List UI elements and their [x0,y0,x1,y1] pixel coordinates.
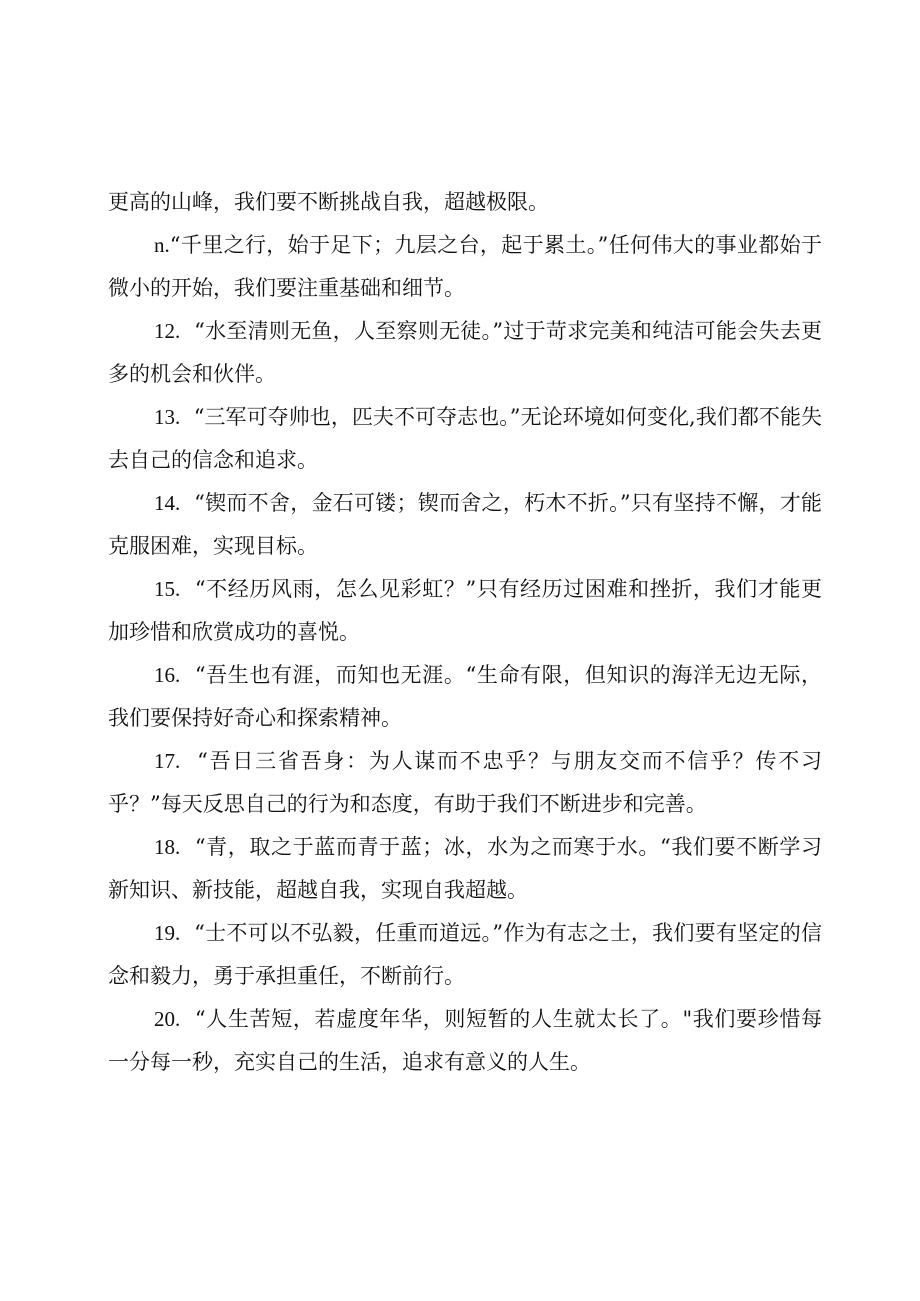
paragraph-18 [108,826,822,912]
paragraph-19 [108,912,822,998]
paragraph-number: 17. [154,749,181,773]
paragraph-number: 15. [154,577,181,601]
paragraph-text: “不经历风雨，怎么见彩虹？”只有经历过困难和挫折，我们才能更加珍惜和欣赏成功的喜悦。 [108,577,822,644]
paragraph-continuation [108,181,822,224]
paragraph-text: “吾生也有涯，而知也无涯。“生命有限，但知识的海洋无边无际，我们要保持好奇心和探索精神。 [108,663,822,730]
paragraph-text: “青，取之于蓝而青于蓝；冰，水为之而寒于水。“我们要不断学习新知识、新技能，超越自我，实现自我超越。 [108,835,822,902]
paragraph-14 [108,482,822,568]
paragraph-12 [108,310,822,396]
paragraph-text: “士不可以不弘毅，任重而道远。”作为有志之士，我们要有坚定的信念和毅力，勇于承担重任，不断前行。 [108,921,822,988]
document-body [108,181,822,1084]
paragraph-15 [108,568,822,654]
paragraph-text: “水至清则无鱼，人至察则无徒。”过于苛求完美和纯洁可能会失去更多的机会和伙伴。 [108,319,822,386]
paragraph-text: “千里之行，始于足下；九层之台，起于累土。”任何伟大的事业都始于微小的开始，我们要注重基础和细节。 [108,233,822,300]
paragraph-number: 20. [154,1007,181,1031]
paragraph-number: 14. [154,491,181,515]
paragraph-text: 更高的山峰，我们要不断挑战自我，超越极限。 [108,190,549,214]
paragraph-number: n. [154,233,170,257]
paragraph-text: “人生苦短，若虚度年华，则短暂的人生就太长了。"我们要珍惜每一分每一秒，充实自己的生活，追求有意义的人生。 [108,1007,822,1074]
paragraph-17 [108,740,822,826]
paragraph-number: 18. [154,835,181,859]
paragraph-number: 13. [154,405,181,429]
paragraph-number: 16. [154,663,181,687]
paragraph-16 [108,654,822,740]
paragraph-number: 12. [154,319,181,343]
paragraph-11 [108,224,822,310]
paragraph-text: “三军可夺帅也，匹夫不可夺志也。”无论环境如何变化,我们都不能失去自己的信念和追求。 [108,405,822,472]
paragraph-13 [108,396,822,482]
paragraph-20 [108,998,822,1084]
paragraph-text: “锲而不舍，金石可镂；锲而舍之，朽木不折。”只有坚持不懈，才能克服困难，实现目标。 [108,491,822,558]
paragraph-text: “吾日三省吾身：为人谋而不忠乎？与朋友交而不信乎？传不习乎？”每天反思自己的行为和态度，有助于我们不断进步和完善。 [108,749,823,816]
paragraph-number: 19. [154,921,181,945]
